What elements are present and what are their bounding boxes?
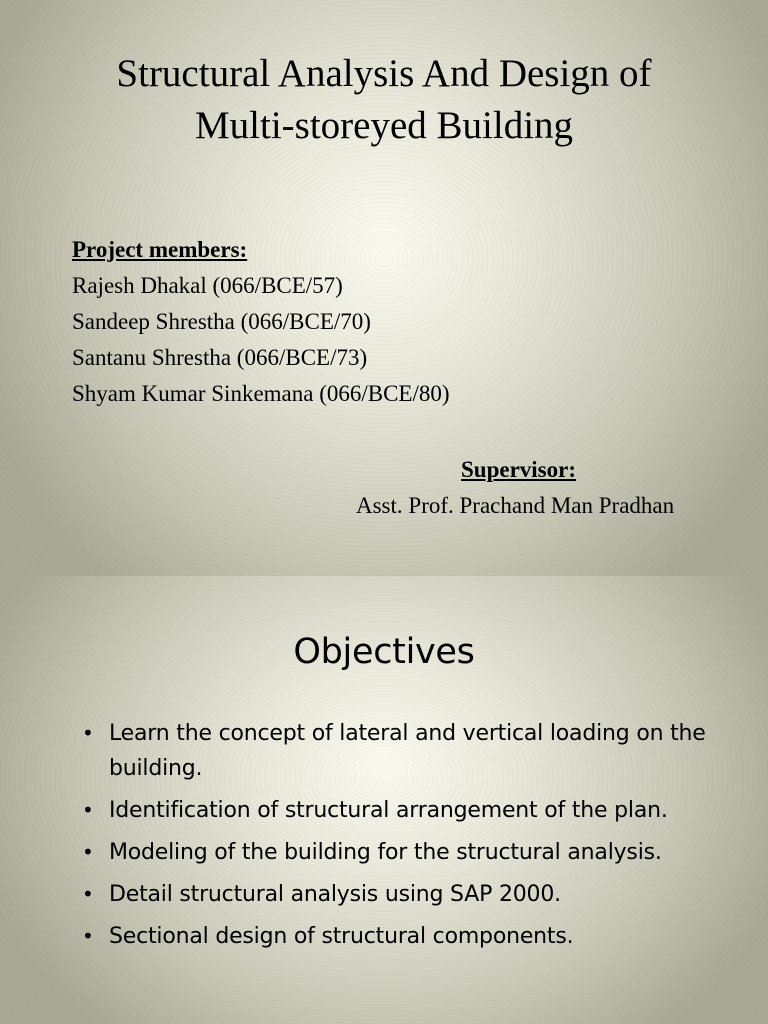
- bullet-icon: •: [82, 924, 94, 948]
- list-item-text: Identification of structural arrangement of the plan.: [109, 798, 668, 823]
- supervisor-name: Asst. Prof. Prachand Man Pradhan: [356, 493, 675, 518]
- list-item-text: Modeling of the building for the structural analysis.: [109, 840, 662, 865]
- bullet-icon: •: [82, 721, 94, 745]
- project-members: [72, 232, 450, 412]
- member-item: Sandeep Shrestha (066/BCE/70): [72, 309, 371, 334]
- supervisor-block: [356, 452, 716, 524]
- supervisor-heading: Supervisor:: [461, 457, 576, 482]
- bullet-icon: •: [82, 840, 94, 864]
- title-line-2: Multi-storeyed Building: [194, 104, 574, 147]
- list-item: [82, 877, 722, 912]
- member-item: Rajesh Dhakal (066/BCE/57): [72, 273, 343, 298]
- bullet-icon: •: [82, 798, 94, 822]
- list-item: [82, 919, 722, 954]
- list-item-text: Detail structural analysis using SAP 2000.: [109, 882, 561, 907]
- bullet-icon: •: [82, 882, 94, 906]
- title-line-1: Structural Analysis And Design of: [116, 52, 652, 95]
- member-item: Shyam Kumar Sinkemana (066/BCE/80): [72, 381, 450, 406]
- list-item: [82, 835, 722, 870]
- list-item-text: Sectional design of structural components.: [109, 924, 574, 949]
- members-heading: Project members:: [72, 237, 248, 262]
- slide-title: [0, 48, 768, 152]
- list-item: [82, 793, 722, 828]
- member-item: Santanu Shrestha (066/BCE/73): [72, 345, 368, 370]
- objectives-list: [82, 716, 722, 961]
- objectives-title: Objectives: [293, 632, 475, 672]
- slide-objectives: [0, 576, 768, 1024]
- list-item: [82, 716, 722, 786]
- list-item-text: Learn the concept of lateral and vertical loading on the building.: [109, 721, 706, 781]
